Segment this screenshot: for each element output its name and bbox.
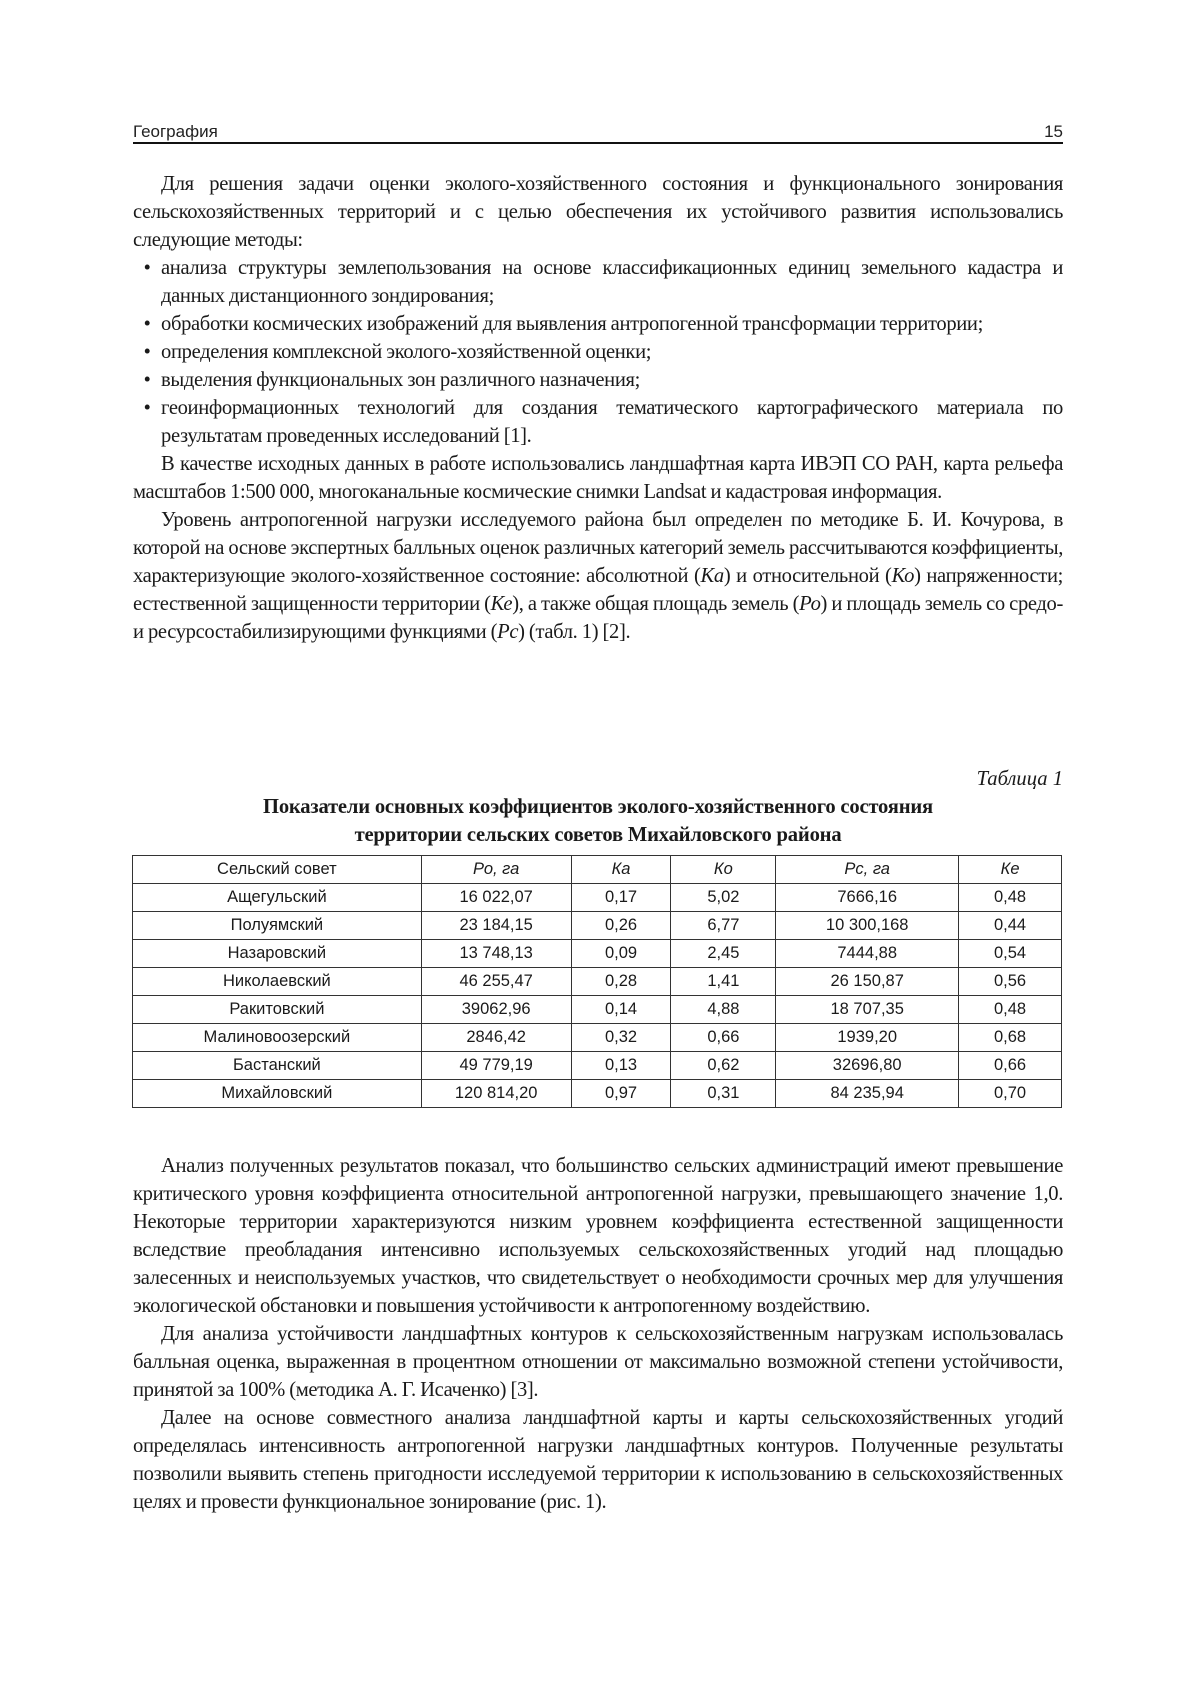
value-cell: 0,70 xyxy=(959,1080,1062,1108)
table-title-line-2: территории сельских советов Михайловского района xyxy=(354,824,842,846)
value-cell: 13 748,13 xyxy=(421,940,571,968)
council-name-cell: Назаровский xyxy=(133,940,422,968)
value-cell: 5,02 xyxy=(671,884,776,912)
coefficients-table xyxy=(132,855,1062,1108)
column-header: Рс, га xyxy=(776,856,959,884)
value-cell: 0,09 xyxy=(571,940,671,968)
list-item-text: выделения функциональных зон различного назначения; xyxy=(161,369,640,391)
table-row xyxy=(133,996,1062,1024)
section-title: География xyxy=(133,122,218,141)
value-cell: 0,66 xyxy=(959,1052,1062,1080)
body-text-lower xyxy=(133,1152,1063,1516)
value-cell: 2,45 xyxy=(671,940,776,968)
value-cell: 0,13 xyxy=(571,1052,671,1080)
column-header: Ко xyxy=(671,856,776,884)
table-row xyxy=(133,968,1062,996)
table-row xyxy=(133,940,1062,968)
value-cell: 7666,16 xyxy=(776,884,959,912)
symbol-po: Ро xyxy=(799,593,821,615)
value-cell: 32696,80 xyxy=(776,1052,959,1080)
council-name-cell: Ракитовский xyxy=(133,996,422,1024)
table-title-line-1: Показатели основных коэффициентов эколого-хозяйственного состояния xyxy=(263,796,933,818)
value-cell: 120 814,20 xyxy=(421,1080,571,1108)
method-paragraph xyxy=(133,506,1063,646)
running-header xyxy=(133,112,1063,142)
intro-paragraph: Для решения задачи оценки эколого-хозяйственного состояния и функционального зонирования сельскохозяйственных территорий и с целью обеспечения их устойчивого развития использовались следующие методы: xyxy=(133,173,1063,251)
value-cell: 1939,20 xyxy=(776,1024,959,1052)
bullet-icon: • xyxy=(143,369,151,391)
table-row xyxy=(133,912,1062,940)
list-item-text: анализа структуры землепользования на основе классификационных единиц земельного кадастра и данных дистанционного зондирования; xyxy=(161,257,1063,307)
council-name-cell: Николаевский xyxy=(133,968,422,996)
symbol-pc: Рс xyxy=(497,621,519,643)
header-divider xyxy=(133,142,1063,144)
table-header-row xyxy=(133,856,1062,884)
value-cell: 39062,96 xyxy=(421,996,571,1024)
source-data-paragraph: В качестве исходных данных в работе использовались ландшафтная карта ИВЭП СО РАН, карта рельефа масштабов 1:500 000, многоканальные космические снимки Landsat и кадастровая информация. xyxy=(133,453,1063,503)
list-item-text: определения комплексной эколого-хозяйственной оценки; xyxy=(161,341,652,363)
text-run: ) и площадь земель со средо- и ресурсостабилизирующими функциями ( xyxy=(133,593,1063,643)
bullet-icon: • xyxy=(143,313,151,335)
list-item xyxy=(133,338,1063,366)
council-name-cell: Бастанский xyxy=(133,1052,422,1080)
text-run: ) напряженности; естественной защищенности территории ( xyxy=(133,565,1063,615)
value-cell: 0,31 xyxy=(671,1080,776,1108)
value-cell: 23 184,15 xyxy=(421,912,571,940)
value-cell: 0,32 xyxy=(571,1024,671,1052)
page-number: 15 xyxy=(1044,122,1063,141)
table-body xyxy=(133,884,1062,1108)
value-cell: 0,48 xyxy=(959,996,1062,1024)
value-cell: 1,41 xyxy=(671,968,776,996)
methods-list xyxy=(133,254,1063,450)
list-item-text: обработки космических изображений для выявления антропогенной трансформации территории; xyxy=(161,313,983,335)
table-row xyxy=(133,1052,1062,1080)
value-cell: 0,97 xyxy=(571,1080,671,1108)
value-cell: 84 235,94 xyxy=(776,1080,959,1108)
text-run: Уровень антропогенной нагрузки исследуемого района был определен по методике Б. И. Кочурова, в которой на основе экспертных балльных оценок различных категорий земель рассчитываются коэффициенты, характеризующие эколого-хозяйственное состояние: абсолютной ( xyxy=(133,509,1063,587)
value-cell: 10 300,168 xyxy=(776,912,959,940)
analysis-paragraph: Анализ полученных результатов показал, что большинство сельских администраций имеют превышение критического уровня коэффициента относительной антропогенной нагрузки, превышающего значение 1,0. Некоторые территории характеризуются низким уровнем коэффициента естественной защищенности вследствие преобладания интенсивно используемых сельскохозяйственных угодий над площадью залесенных и неиспользуемых участков, что свидетельствует о необходимости срочных мер для улучшения экологической обстановки и повышения устойчивости к антропогенному воздействию. xyxy=(133,1155,1063,1317)
value-cell: 0,14 xyxy=(571,996,671,1024)
value-cell: 0,44 xyxy=(959,912,1062,940)
value-cell: 16 022,07 xyxy=(421,884,571,912)
symbol-ko: Ко xyxy=(891,565,915,587)
value-cell: 0,48 xyxy=(959,884,1062,912)
value-cell: 0,62 xyxy=(671,1052,776,1080)
value-cell: 0,68 xyxy=(959,1024,1062,1052)
list-item xyxy=(133,366,1063,394)
value-cell: 0,28 xyxy=(571,968,671,996)
column-header: Ро, га xyxy=(421,856,571,884)
council-name-cell: Михайловский xyxy=(133,1080,422,1108)
value-cell: 6,77 xyxy=(671,912,776,940)
table-row xyxy=(133,884,1062,912)
table-row xyxy=(133,1080,1062,1108)
bullet-icon: • xyxy=(143,257,151,279)
list-item xyxy=(133,394,1063,450)
text-run: ) и относительной ( xyxy=(723,565,892,587)
value-cell: 7444,88 xyxy=(776,940,959,968)
list-item xyxy=(133,310,1063,338)
value-cell: 0,54 xyxy=(959,940,1062,968)
value-cell: 0,26 xyxy=(571,912,671,940)
body-text-upper xyxy=(133,170,1063,646)
value-cell: 0,17 xyxy=(571,884,671,912)
list-item xyxy=(133,254,1063,310)
council-name-cell: Ащегульский xyxy=(133,884,422,912)
value-cell: 26 150,87 xyxy=(776,968,959,996)
value-cell: 49 779,19 xyxy=(421,1052,571,1080)
council-name-cell: Полуямский xyxy=(133,912,422,940)
column-header: Ке xyxy=(959,856,1062,884)
list-item-text: геоинформационных технологий для создания тематического картографического материала по результатам проведенных исследований [1]. xyxy=(161,397,1063,447)
table-row xyxy=(133,1024,1062,1052)
value-cell: 2846,42 xyxy=(421,1024,571,1052)
symbol-ke: Ке xyxy=(490,593,513,615)
bullet-icon: • xyxy=(143,341,151,363)
symbol-ka: Ка xyxy=(700,565,724,587)
value-cell: 18 707,35 xyxy=(776,996,959,1024)
value-cell: 46 255,47 xyxy=(421,968,571,996)
text-run: ) (табл. 1) [2]. xyxy=(518,621,631,643)
stability-paragraph: Для анализа устойчивости ландшафтных контуров к сельскохозяйственным нагрузкам использовалась балльная оценка, выраженная в процентном отношении от максимально возможной степени устойчивости, принятой за 100% (методика А. Г. Исаченко) [3]. xyxy=(133,1323,1063,1401)
value-cell: 4,88 xyxy=(671,996,776,1024)
table-block xyxy=(133,765,1063,1108)
value-cell: 0,66 xyxy=(671,1024,776,1052)
text-run: ), а также общая площадь земель ( xyxy=(512,593,800,615)
bullet-icon: • xyxy=(143,397,151,419)
council-name-cell: Малиновоозерский xyxy=(133,1024,422,1052)
column-header: Ка xyxy=(571,856,671,884)
zoning-paragraph: Далее на основе совместного анализа ландшафтной карты и карты сельскохозяйственных угодий определялась интенсивность антропогенной нагрузки ландшафтных контуров. Полученные результаты позволили выявить степень пригодности исследуемой территории к использованию в сельскохозяйственных целях и провести функциональное зонирование (рис. 1). xyxy=(133,1407,1063,1513)
column-header: Сельский совет xyxy=(133,856,422,884)
table-label: Таблица 1 xyxy=(976,768,1063,790)
value-cell: 0,56 xyxy=(959,968,1062,996)
